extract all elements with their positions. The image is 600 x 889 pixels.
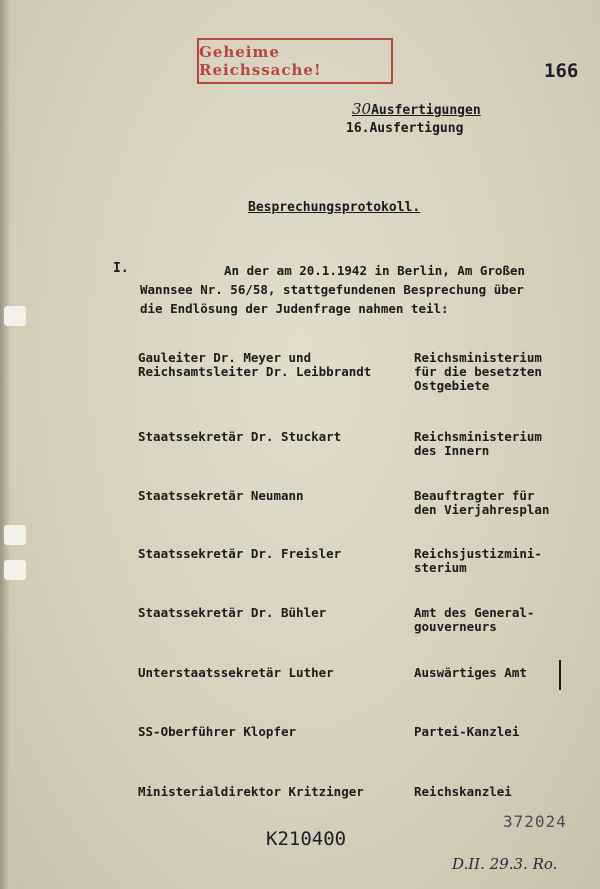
participant-organization: Partei-Kanzlei (414, 724, 520, 739)
participant-organization: Reichskanzlei (414, 784, 512, 799)
copies-total-handwritten: 30 (352, 100, 372, 118)
participant-name: SS-Oberführer Klopfer (138, 724, 297, 739)
participant-organization: Reichsjustizmini- sterium (414, 546, 542, 575)
section-numeral: I. (113, 261, 129, 276)
archive-number: 372024 (503, 812, 567, 831)
intro-paragraph (140, 261, 580, 318)
document-title: Besprechungsprotokoll. (248, 200, 421, 215)
participant-name: Ministerialdirektor Kritzinger (138, 784, 364, 799)
classification-stamp (197, 38, 393, 84)
copies-total-label: Ausfertigungen (371, 103, 481, 118)
intro-line: die Endlösung der Judenfrage nahmen teil: (140, 301, 449, 316)
page-edge-shadow (0, 0, 10, 889)
punch-hole (4, 560, 26, 580)
participant-organization: Auswärtiges Amt (414, 665, 527, 680)
participant-organization: Beauftragter für den Vierjahresplan (414, 488, 550, 517)
participant-organization: Amt des General- gouverneurs (414, 605, 535, 634)
punch-hole (4, 306, 26, 326)
punch-hole (4, 525, 26, 545)
participant-name: Staatssekretär Dr. Freisler (138, 546, 342, 561)
intro-line: An der am 20.1.1942 in Berlin, Am Großen (224, 263, 526, 278)
intro-line: Wannsee Nr. 56/58, stattgefundenen Besprechung über (140, 282, 524, 297)
handwritten-note: D.II. 29.3. Ro. (452, 855, 558, 873)
participant-organization: Reichsministerium für die besetzten Ostgebiete (414, 350, 542, 393)
margin-mark (559, 660, 561, 690)
participant-name: Unterstaatssekretär Luther (138, 665, 334, 680)
participant-name: Staatssekretär Neumann (138, 488, 304, 503)
document-number: K210400 (266, 828, 347, 850)
copy-number: 16.Ausfertigung (346, 121, 464, 136)
participant-name: Gauleiter Dr. Meyer und Reichsamtsleiter Dr. Leibbrandt (138, 350, 372, 379)
copies-total (352, 100, 481, 118)
participant-organization: Reichsministerium des Innern (414, 429, 542, 458)
page-number: 166 (544, 60, 579, 82)
stamp-text: Geheime Reichssache! (199, 43, 322, 79)
participant-name: Staatssekretär Dr. Bühler (138, 605, 327, 620)
participant-name: Staatssekretär Dr. Stuckart (138, 429, 342, 444)
